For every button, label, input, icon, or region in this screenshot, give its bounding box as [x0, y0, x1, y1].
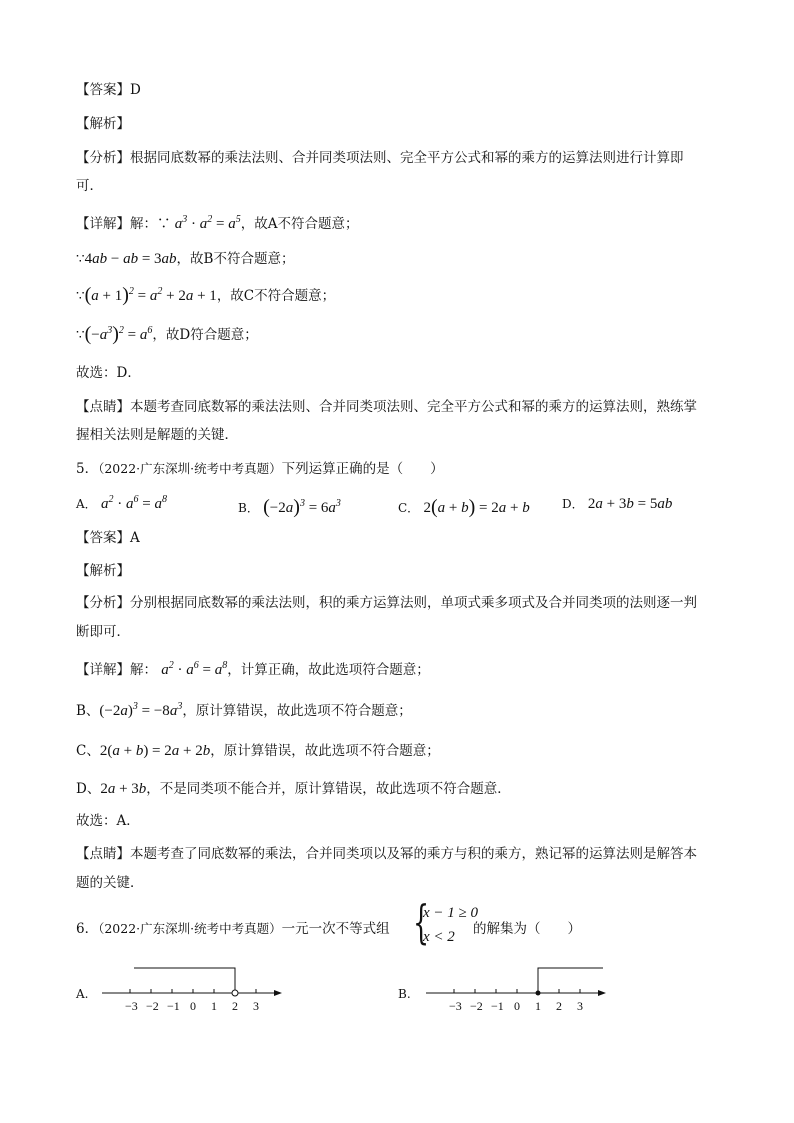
comment-line-2 — [76, 426, 238, 444]
q5-detail-line-d — [76, 780, 511, 798]
open-endpoint — [232, 990, 238, 996]
formula-b: 4ab − ab = 3ab — [84, 251, 177, 267]
comment-tag: 【点睛】 — [76, 846, 130, 862]
detail-line-d — [76, 324, 258, 344]
formula-c: $(a + 1)^2 = a^2 + 2a + 1$ — [84, 284, 217, 306]
detail-tag: 【详解】 — [76, 216, 130, 232]
fenxi-line-2 — [76, 177, 103, 195]
q5-fenxi-line-1 — [76, 594, 697, 612]
tick-label: −1 — [491, 999, 504, 1013]
q5-answer-line — [76, 529, 140, 547]
tick-label: 1 — [211, 999, 217, 1013]
option-a-formula: $a^2 \cdot a^6 = a^8$ — [100, 494, 167, 512]
conclusion-line — [76, 364, 141, 382]
tick-label: 3 — [577, 999, 583, 1013]
detail-a-result: ，故A不符合题意； — [240, 216, 359, 232]
q6-option-b-number-line[interactable] — [420, 962, 610, 1017]
option-label: B. — [398, 987, 411, 1001]
option-label: A. — [76, 987, 89, 1001]
tick-label: −2 — [146, 999, 159, 1013]
detail-c-result: ，原计算错误，故此选项不符合题意； — [210, 743, 440, 759]
comment-tag: 【点睛】 — [76, 399, 130, 415]
detail-b-result: ，故B不符合题意； — [176, 251, 295, 267]
tick-labels — [449, 999, 583, 1013]
conclusion-text: 故选：A． — [76, 813, 140, 829]
q5-detail-line-b — [76, 702, 412, 720]
tick-label: 0 — [190, 999, 196, 1013]
tick-label: 1 — [535, 999, 541, 1013]
question-source: （2022·广东深圳·统考中考真题） — [98, 921, 282, 936]
fenxi-text-cont: 可． — [76, 178, 103, 194]
detail-prefix: 解：∵ — [130, 216, 171, 232]
q5-formula-b: $(-2a)^3 = -8a^3$ — [99, 701, 183, 719]
q5-comment-line-1 — [76, 845, 697, 863]
tick-label: 2 — [556, 999, 562, 1013]
question-number: 5． — [76, 461, 99, 477]
fenxi-text: 根据同底数幂的乘法法则、合并同类项法则、完全平方公式和幂的乘方的运算法则进行计算即 — [130, 150, 684, 166]
tick-label: −2 — [470, 999, 483, 1013]
answer-tag: 【答案】 — [76, 82, 130, 98]
tick-labels — [125, 999, 259, 1013]
q6-option-a-number-line[interactable] — [96, 962, 286, 1017]
answer-line — [76, 81, 141, 99]
q5-fenxi-line-2 — [76, 623, 130, 641]
q5-detail-line-a — [76, 661, 430, 679]
q6-option-a-label[interactable] — [76, 985, 88, 1003]
option-label: A． — [76, 497, 97, 511]
fenxi-text: 分别根据同底数幂的乘法法则，积的乘方运算法则，单项式乘多项式及合并同类项的法则逐一判 — [130, 595, 697, 611]
option-c-formula: 2(a + b) = 2a + b — [423, 496, 530, 518]
q5-formula-c: 2(a + b) = 2a + 2b — [99, 743, 211, 759]
analysis-tag: 【解析】 — [76, 563, 130, 579]
q5-option-d[interactable] — [562, 495, 672, 513]
detail-tag: 【详解】 — [76, 662, 130, 678]
question-stem: 下列运算正确的是（ ） — [281, 461, 444, 477]
tick-label: −3 — [125, 999, 138, 1013]
tick-label: 3 — [253, 999, 259, 1013]
detail-d-prefix: D、 — [76, 781, 101, 797]
axis-arrow — [274, 990, 282, 996]
option-d-formula: 2a + 3b = 5ab — [587, 496, 673, 512]
comment-line-1 — [76, 398, 697, 416]
q5-detail-line-c — [76, 742, 440, 760]
because-symbol: ∵ — [76, 288, 85, 304]
comment-text-cont: 题的关键． — [76, 875, 144, 891]
formula-a: $a^3 \cdot a^2 = a^5$ — [174, 214, 241, 232]
comment-text: 本题考查同底数幂的乘法法则、合并同类项法则、完全平方公式和幂的乘方的运算法则，熟练掌 — [130, 399, 697, 415]
tick-label: 0 — [514, 999, 520, 1013]
detail-c-prefix: C、 — [76, 743, 100, 759]
detail-prefix: 解： — [130, 662, 157, 678]
option-b-formula: $(-2a)^3 = 6a^3$ — [263, 496, 341, 518]
option-label: B． — [238, 501, 259, 515]
answer-value: D — [130, 82, 141, 98]
fenxi-tag: 【分析】 — [76, 150, 130, 166]
answer-value: A — [130, 530, 140, 546]
q5-comment-line-2 — [76, 874, 144, 892]
q5-formula-d: 2a + 3b — [100, 781, 147, 797]
answer-tag: 【答案】 — [76, 530, 130, 546]
option-label: D． — [562, 497, 584, 511]
detail-line-c — [76, 285, 335, 305]
detail-line-b — [76, 250, 294, 268]
fenxi-text-cont: 断即可． — [76, 624, 130, 640]
detail-a-result: ，计算正确，故此选项符合题意； — [227, 662, 430, 678]
detail-d-result: ，不是同类项不能合并，原计算错误，故此选项不符合题意． — [146, 781, 511, 797]
detail-line-a — [76, 215, 359, 233]
closed-endpoint — [536, 991, 541, 996]
q5-option-b[interactable] — [238, 495, 341, 518]
question-stem-pre: 一元一次不等式组 — [281, 921, 390, 937]
q5-analysis-heading — [76, 562, 130, 580]
inequality-1: x − 1 ≥ 0 — [423, 905, 479, 921]
inequality-2: x < 2 — [423, 929, 455, 945]
formula-d: $(-a^3)^2 = a^6$ — [84, 323, 153, 345]
question-number: 6． — [76, 921, 99, 937]
detail-b-prefix: B、 — [76, 703, 100, 719]
tick-label: −1 — [167, 999, 180, 1013]
conclusion-text: 故选：D． — [76, 365, 141, 381]
q5-conclusion-line — [76, 812, 140, 830]
question-6-stem-start — [76, 920, 390, 938]
brace-symbol: { — [413, 895, 430, 949]
tick-label: 2 — [232, 999, 238, 1013]
solution-region — [134, 968, 235, 990]
question-stem-post: 的解集为（ ） — [473, 921, 581, 937]
detail-b-result: ，原计算错误，故此选项不符合题意； — [182, 703, 412, 719]
tick-group — [454, 989, 580, 993]
q6-option-b-label[interactable] — [398, 985, 411, 1003]
question-5-stem — [76, 460, 444, 478]
q5-formula-a: $a^2 \cdot a^6 = a^8$ — [161, 660, 228, 678]
question-source: （2022·广东深圳·统考中考真题） — [98, 461, 282, 476]
q5-option-c[interactable] — [398, 495, 530, 518]
q5-option-a[interactable] — [76, 495, 167, 513]
fenxi-line-1 — [76, 149, 684, 167]
analysis-tag: 【解析】 — [76, 116, 130, 132]
detail-d-result: ，故D符合题意； — [152, 327, 258, 343]
fenxi-tag: 【分析】 — [76, 595, 130, 611]
question-6-stem-end — [473, 920, 581, 938]
detail-c-result: ，故C不符合题意； — [216, 288, 336, 304]
solution-region — [538, 968, 603, 993]
tick-label: −3 — [449, 999, 462, 1013]
comment-text-cont: 握相关法则是解题的关键． — [76, 427, 238, 443]
comment-text: 本题考查了同底数幂的乘法，合并同类项以及幂的乘方与积的乘方，熟记幂的运算法则是解答本 — [130, 846, 697, 862]
because-symbol: ∵ — [76, 327, 85, 343]
analysis-heading — [76, 115, 130, 133]
axis-arrow — [598, 990, 606, 996]
option-label: C． — [398, 501, 420, 515]
because-symbol: ∵ — [76, 251, 85, 267]
